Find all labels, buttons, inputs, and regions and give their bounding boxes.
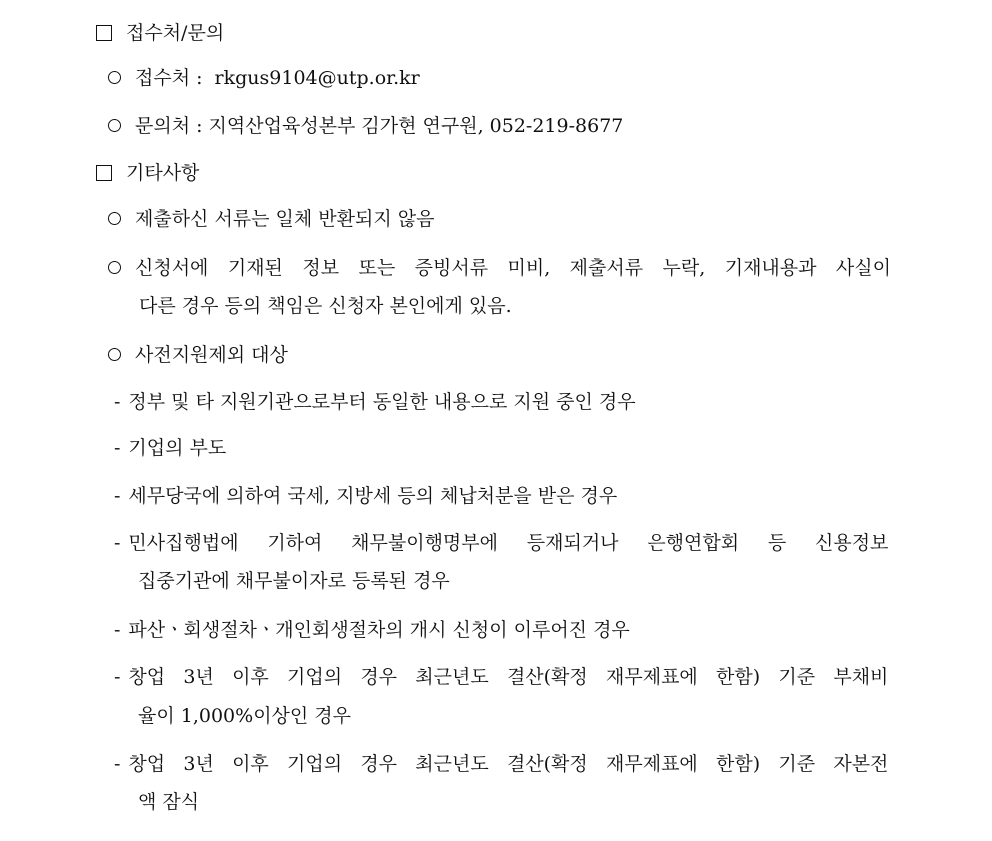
dash-bullet: - [114, 391, 121, 413]
dash-bullet: - [114, 485, 121, 507]
list-item-no-return: 제출하신 서류는 일체 반환되지 않음 [108, 210, 434, 229]
exclusion-item: - 정부 및 타 지원기관으로부터 동일한 내용으로 지원 중인 경우 [114, 391, 636, 413]
dash-bullet: - [114, 619, 121, 641]
dash-bullet: - [114, 532, 121, 554]
reception-email: rkgus9104@utp.or.kr [214, 67, 420, 89]
square-bullet-icon [96, 25, 112, 41]
circle-bullet-icon [108, 261, 121, 274]
exclusion-item: - 창업 3년 이후 기업의 경우 최근년도 결산(확정 재무제표에 한함) 기준 자본전 [114, 753, 889, 775]
circle-bullet-icon [108, 212, 121, 225]
list-item-reception [108, 69, 420, 88]
exclusion-item: - 세무당국에 의하여 국세, 지방세 등의 체납처분을 받은 경우 [114, 485, 618, 507]
exclusion-item: - 파산ㆍ회생절차ㆍ개인회생절차의 개시 신청이 이루어진 경우 [114, 619, 630, 641]
circle-bullet-icon [108, 71, 121, 84]
square-bullet-icon [96, 165, 112, 181]
exclusion-item: - 민사집행법에 기하여 채무불이행명부에 등재되거나 은행연합회 등 신용정보 [114, 532, 889, 554]
exclusion-item-cont: 집중기관에 채무불이자로 등록된 경우 [138, 570, 450, 592]
exclusion-item: - 기업의 부도 [114, 437, 227, 459]
circle-bullet-icon [108, 348, 121, 361]
exclusion-item: - 창업 3년 이후 기업의 경우 최근년도 결산(확정 재무제표에 한함) 기준 부채비 [114, 666, 889, 688]
circle-bullet-icon [108, 119, 121, 132]
exclusion-item-cont: 액 잠식 [138, 791, 200, 813]
reception-label: 접수처 : [135, 67, 203, 89]
section-heading-contact: 접수처/문의 [96, 24, 224, 43]
list-item-inquiry: 문의처 : 지역산업육성본부 김가현 연구원, 052-219-8677 [108, 117, 623, 136]
exclusion-item-cont: 율이 1,000%이상인 경우 [138, 705, 352, 727]
dash-bullet: - [114, 437, 121, 459]
section-heading-misc: 기타사항 [96, 164, 199, 183]
dash-bullet: - [114, 753, 121, 775]
list-item-exclusion-title: 사전지원제외 대상 [108, 346, 288, 365]
dash-bullet: - [114, 666, 121, 688]
list-item-responsibility-cont: 다른 경우 등의 책임은 신청자 본인에게 있음. [139, 295, 512, 317]
list-item-responsibility: 신청서에 기재된 정보 또는 증빙서류 미비, 제출서류 누락, 기재내용과 사실이 [108, 259, 891, 278]
